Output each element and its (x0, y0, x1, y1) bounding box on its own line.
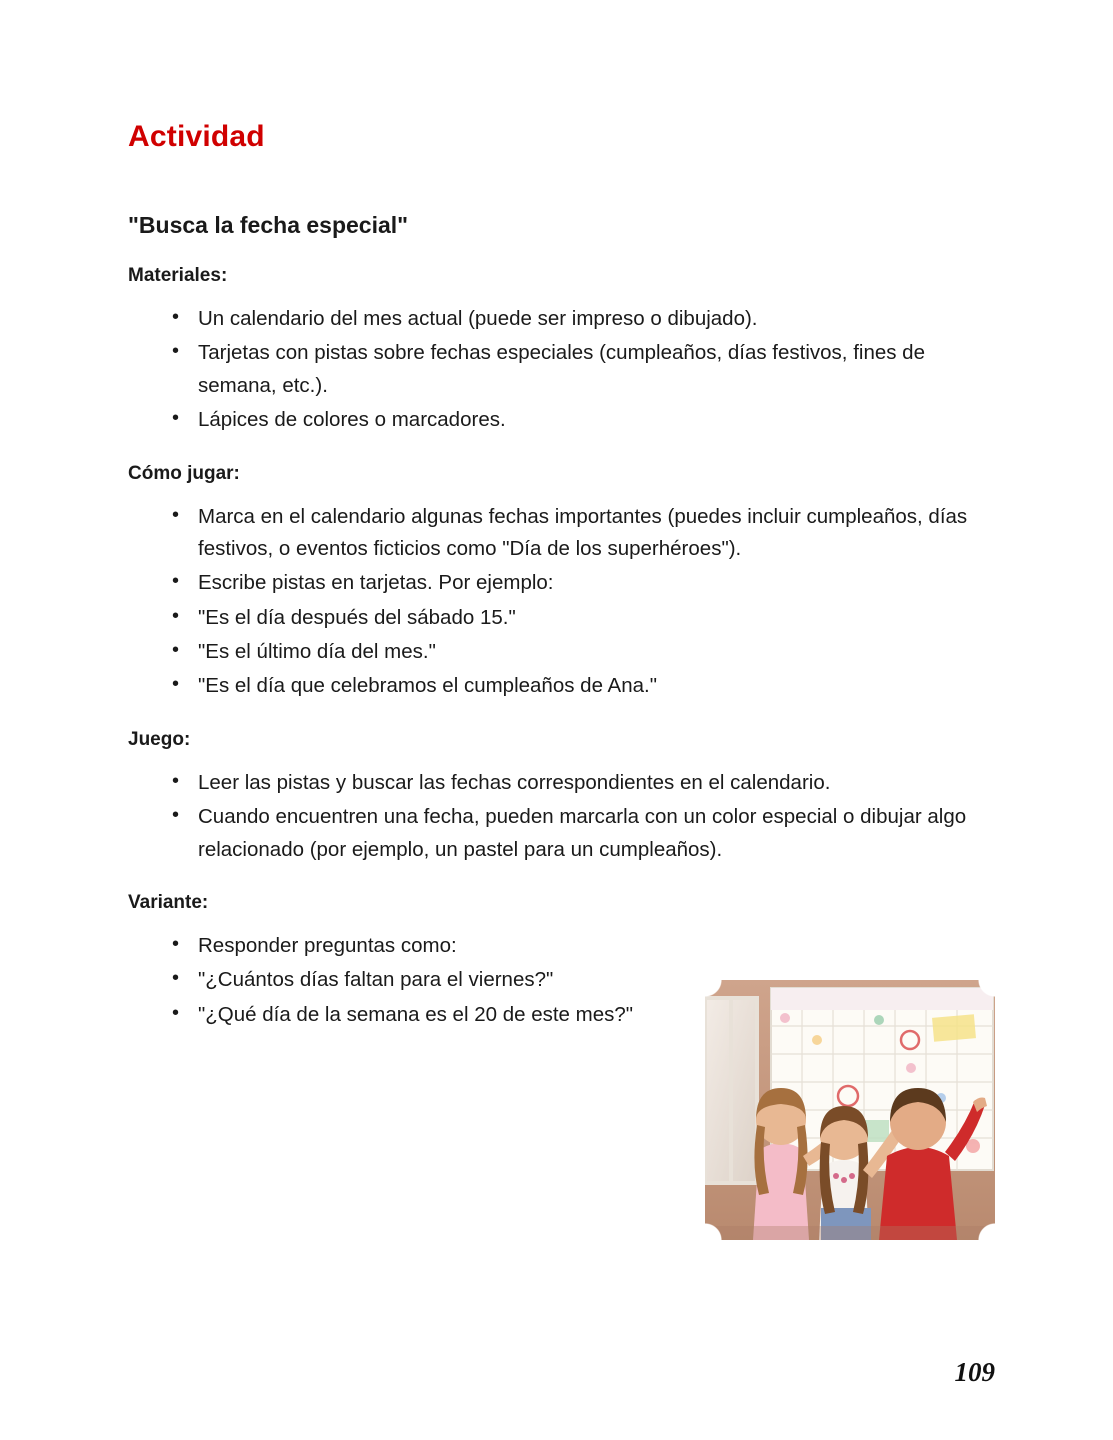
list-item: • "Es el día que celebramos el cumpleaños de Ana." (168, 670, 993, 702)
heading-como-jugar: Cómo jugar: (128, 462, 240, 484)
list-item: • "Es el día después del sábado 15." (168, 602, 993, 634)
activity-title: "Busca la fecha especial" (128, 212, 409, 238)
page-content (128, 120, 993, 1057)
list-item: • "Es el último día del mes." (168, 636, 993, 668)
list-item: • Un calendario del mes actual (puede ser impreso o dibujado). (168, 303, 993, 335)
children-at-calendar-image (705, 980, 995, 1240)
list-item: • Cuando encuentren una fecha, pueden marcarla con un color especial o dibujar algo relacionado (por ejemplo, un pastel para un cumpleaños). (168, 801, 993, 866)
photo-frame (705, 980, 995, 1240)
heading-juego: Juego: (128, 728, 191, 750)
list-como-jugar (128, 501, 993, 703)
list-materiales (128, 303, 993, 437)
list-item: • Leer las pistas y buscar las fechas correspondientes en el calendario. (168, 767, 993, 799)
page-number: 109 (954, 1357, 995, 1387)
list-item: • Responder preguntas como: (168, 930, 993, 962)
activity-label: Actividad (128, 120, 265, 153)
list-juego (128, 767, 993, 866)
list-item: • Tarjetas con pistas sobre fechas especiales (cumpleaños, días festivos, fines de semana, etc.). (168, 337, 993, 402)
list-item: • Escribe pistas en tarjetas. Por ejemplo: (168, 567, 993, 599)
list-item: • "¿Qué día de la semana es el 20 de este mes?" (168, 999, 993, 1031)
heading-materiales: Materiales: (128, 265, 228, 286)
list-item: • Lápices de colores o marcadores. (168, 404, 993, 436)
list-item: • Marca en el calendario algunas fechas importantes (puedes incluir cumpleaños, días festivos, o eventos ficticios como "Día de los superhéroes"). (168, 501, 993, 566)
illustration-photo (705, 980, 995, 1240)
list-item: • "¿Cuántos días faltan para el viernes?" (168, 964, 993, 996)
heading-variante: Variante: (128, 891, 209, 913)
